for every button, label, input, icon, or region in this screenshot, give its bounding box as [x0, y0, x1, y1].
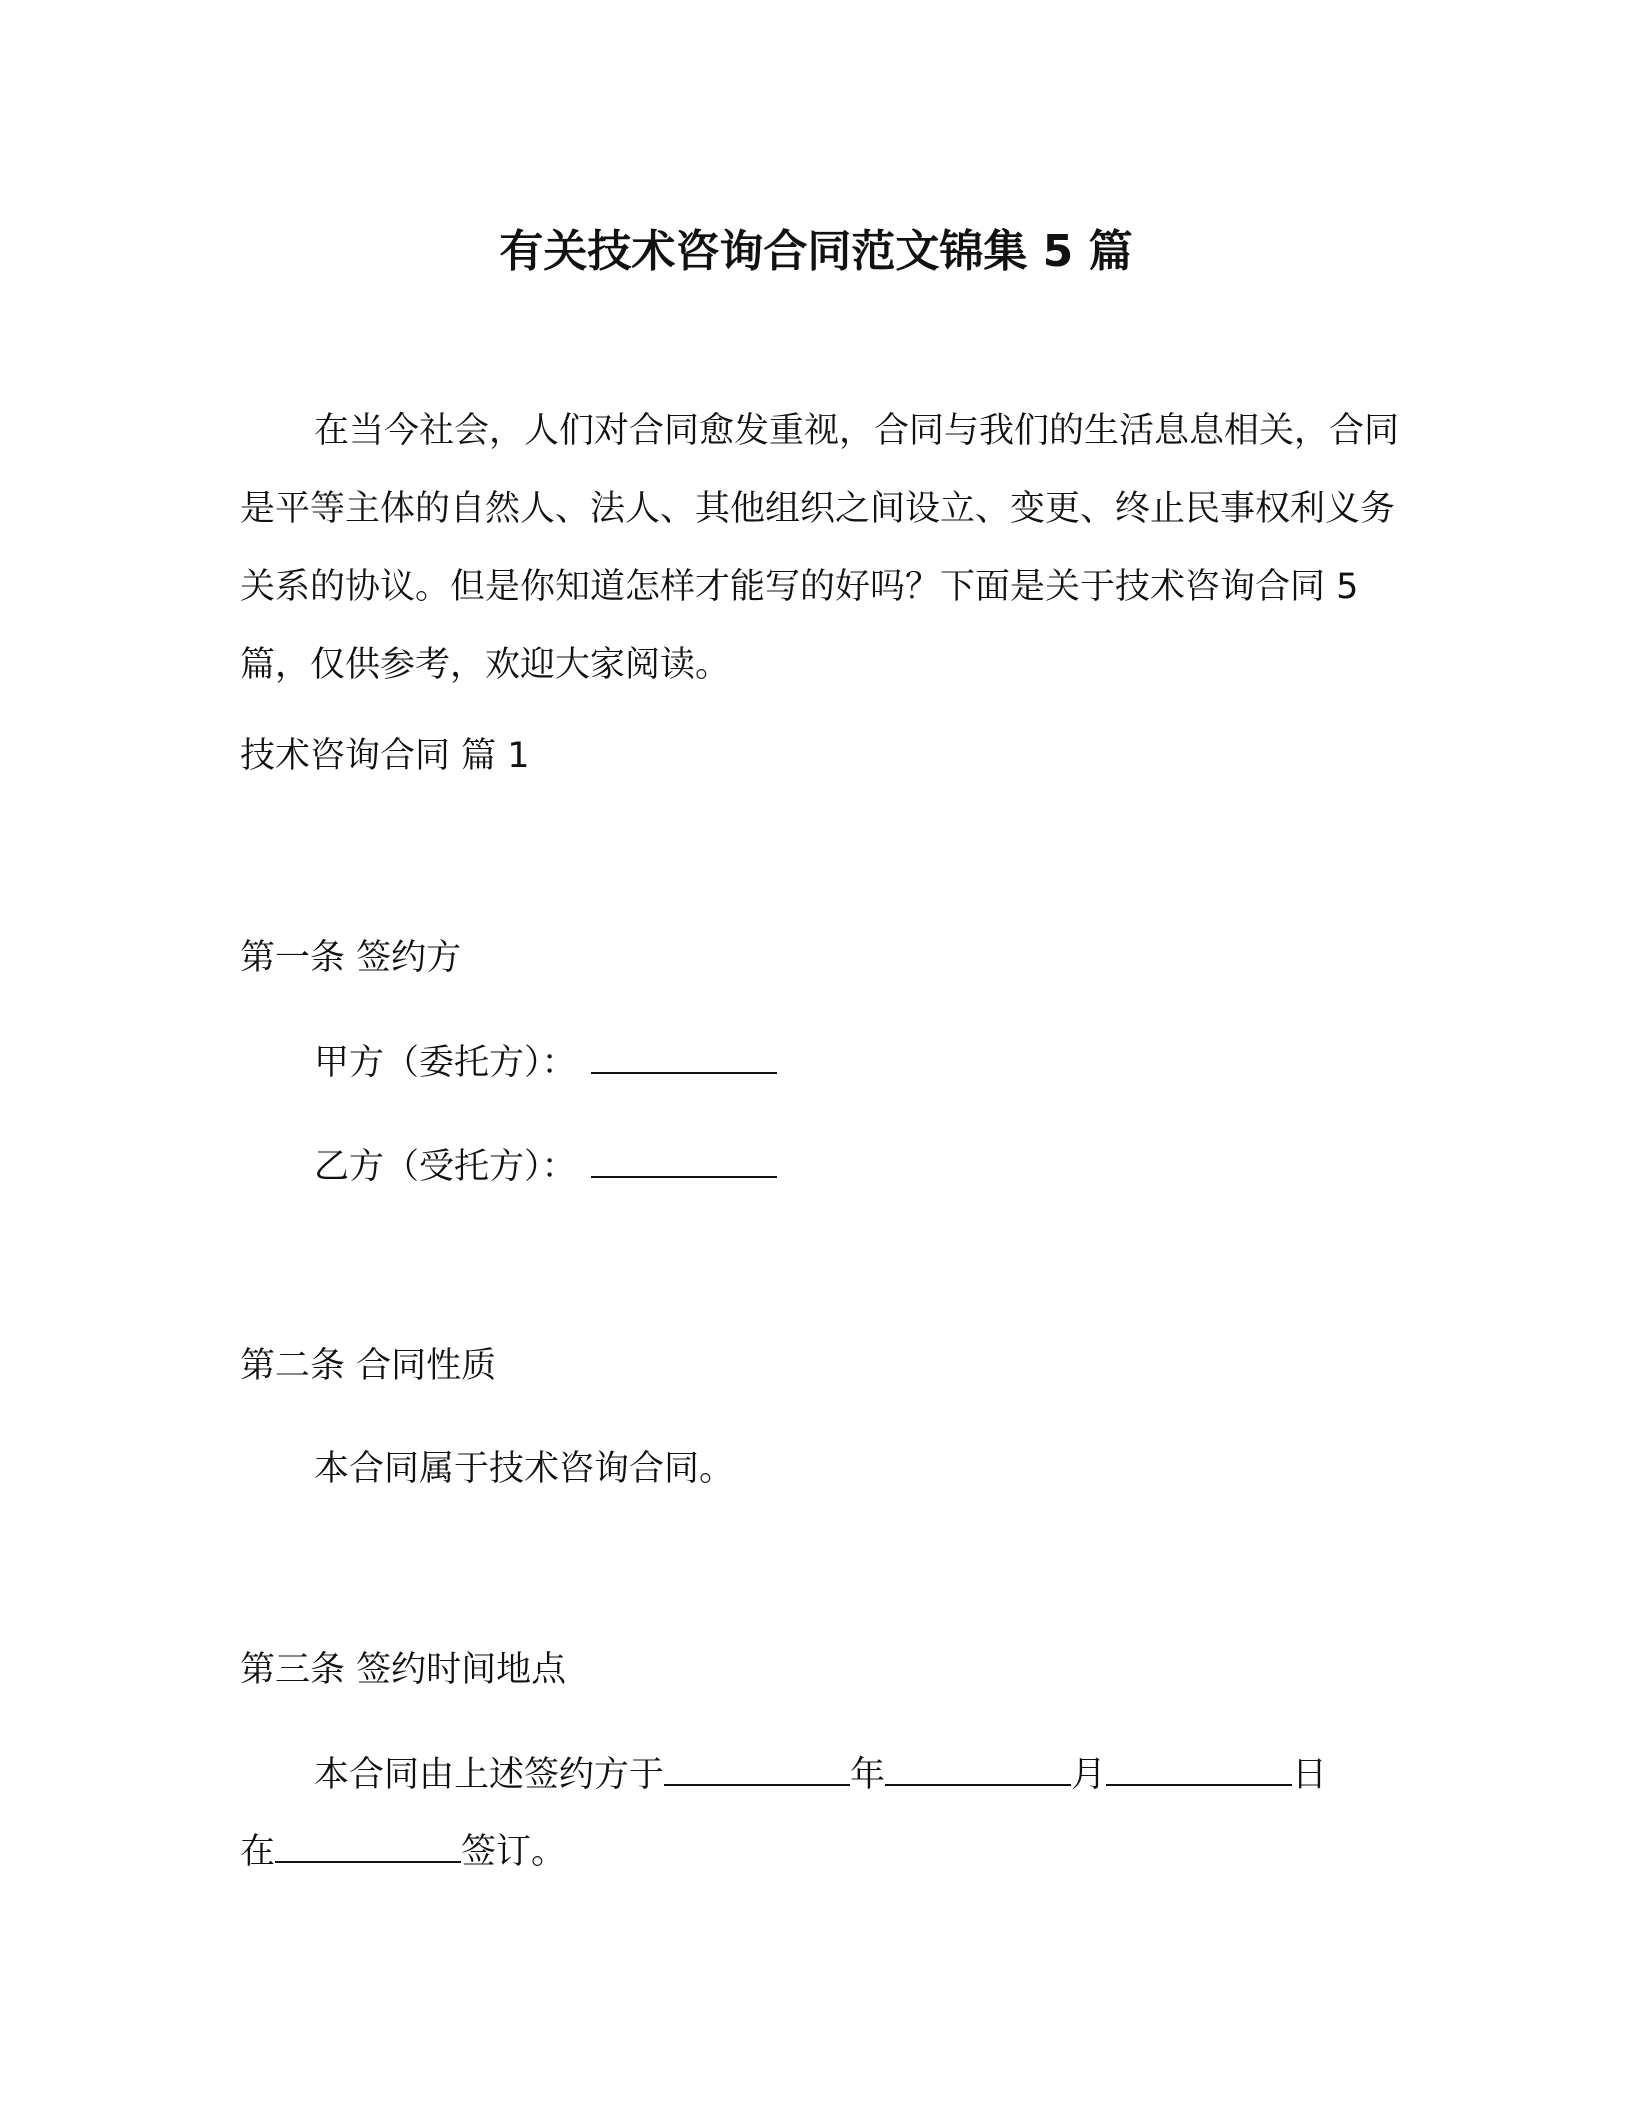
section-heading: 技术咨询合同 篇 1	[240, 736, 530, 776]
party-a-blank	[591, 1036, 777, 1074]
place-blank	[275, 1825, 461, 1863]
party-b-blank	[591, 1140, 777, 1178]
year-label: 年	[850, 1755, 886, 1795]
month-label: 月	[1071, 1755, 1107, 1795]
article-1-heading: 第一条 签约方	[240, 938, 462, 978]
day-label: 日	[1292, 1755, 1328, 1795]
party-b-line	[314, 1140, 777, 1192]
intro-paragraph: 在当今社会，人们对合同愈发重视，合同与我们的生活息息相关，合同是平等主体的自然人、法人、其他组织之间设立、变更、终止民事权利义务关系的协议。但是你知道怎样才能写的好吗？下面是关于技术咨询合同 5 篇，仅供参考，欢迎大家阅读。	[240, 411, 1400, 685]
article-3-heading: 第三条 签约时间地点	[240, 1650, 567, 1690]
party-b-label: 乙方（受托方）：	[314, 1147, 577, 1187]
place-prefix: 在	[240, 1832, 276, 1872]
party-a-line	[314, 1036, 777, 1088]
place-suffix: 签订。	[461, 1832, 567, 1872]
month-blank	[885, 1748, 1071, 1786]
document-title: 有关技术咨询合同范文锦集 5 篇	[499, 226, 1133, 277]
year-blank	[664, 1748, 850, 1786]
article-2-heading: 第二条 合同性质	[240, 1346, 497, 1386]
article-3-date-line	[314, 1748, 1327, 1800]
signing-prefix: 本合同由上述签约方于	[314, 1755, 665, 1795]
party-a-label: 甲方（委托方）：	[314, 1043, 577, 1083]
day-blank	[1106, 1748, 1292, 1786]
article-2-body: 本合同属于技术咨询合同。	[314, 1449, 735, 1489]
article-3-place-line	[240, 1825, 566, 1877]
